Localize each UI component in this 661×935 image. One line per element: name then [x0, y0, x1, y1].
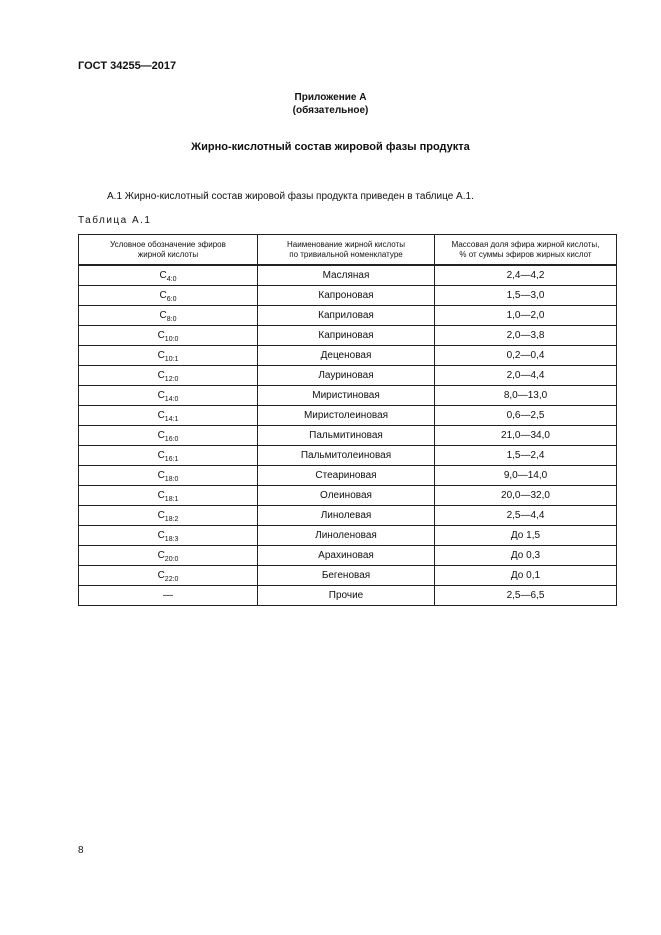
- table-row: [79, 346, 617, 366]
- ester-symbol: C: [157, 490, 165, 501]
- cell-acid-name: Деценовая: [258, 346, 435, 366]
- cell-symbol: [79, 446, 258, 466]
- cell-mass-fraction: 0,2—0,4: [435, 346, 617, 366]
- ester-symbol: C: [157, 470, 165, 481]
- cell-acid-name: Бегеновая: [258, 566, 435, 586]
- cell-acid-name: Пальмитиновая: [258, 426, 435, 446]
- cell-mass-fraction: До 0,1: [435, 566, 617, 586]
- ester-subscript: 14:0: [164, 396, 179, 403]
- page-number: 8: [78, 845, 84, 856]
- table-row: [79, 526, 617, 546]
- cell-symbol: [79, 346, 258, 366]
- appendix-title: Приложение А: [294, 92, 367, 103]
- table-row: [79, 366, 617, 386]
- cell-mass-fraction: 2,5—4,4: [435, 506, 617, 526]
- ester-symbol: C: [157, 390, 165, 401]
- cell-mass-fraction: 1,5—2,4: [435, 446, 617, 466]
- ester-symbol: C: [157, 370, 165, 381]
- header-mass-fraction: Массовая доля эфира жирной кислоты, % от суммы эфиров жирных кислот: [435, 235, 617, 266]
- ester-subscript: 10:1: [164, 356, 179, 363]
- document-code: ГОСТ 34255—2017: [78, 60, 177, 72]
- cell-symbol: [79, 466, 258, 486]
- ester-symbol: C: [157, 450, 165, 461]
- table-row: [79, 566, 617, 586]
- cell-acid-name: Каприновая: [258, 326, 435, 346]
- ester-symbol: C: [157, 410, 165, 421]
- cell-mass-fraction: 0,6—2,5: [435, 406, 617, 426]
- cell-symbol: [79, 526, 258, 546]
- cell-mass-fraction: 2,4—4,2: [435, 265, 617, 286]
- intro-paragraph: А.1 Жирно-кислотный состав жировой фазы продукта приведен в таблице А.1.: [107, 191, 474, 202]
- table-row: [79, 265, 617, 286]
- ester-subscript: 4:0: [166, 276, 177, 283]
- table-row: [79, 426, 617, 446]
- cell-symbol: [79, 286, 258, 306]
- ester-symbol: C: [157, 530, 165, 541]
- ester-symbol: —: [163, 590, 173, 601]
- appendix-heading: [0, 91, 661, 117]
- cell-mass-fraction: До 1,5: [435, 526, 617, 546]
- cell-symbol: [79, 366, 258, 386]
- cell-acid-name: Лауриновая: [258, 366, 435, 386]
- ester-subscript: 6:0: [166, 296, 177, 303]
- header-acid-name: Наименование жирной кислоты по тривиальной номенклатуре: [258, 235, 435, 266]
- ester-symbol: C: [159, 310, 167, 321]
- cell-mass-fraction: 9,0—14,0: [435, 466, 617, 486]
- table-row: [79, 586, 617, 606]
- cell-mass-fraction: До 0,3: [435, 546, 617, 566]
- cell-symbol: [79, 306, 258, 326]
- cell-mass-fraction: 20,0—32,0: [435, 486, 617, 506]
- table-row: [79, 506, 617, 526]
- cell-acid-name: Миристиновая: [258, 386, 435, 406]
- cell-mass-fraction: 1,5—3,0: [435, 286, 617, 306]
- table-caption: Таблица А.1: [78, 215, 152, 226]
- ester-subscript: 22:0: [164, 576, 179, 583]
- cell-acid-name: Олеиновая: [258, 486, 435, 506]
- ester-subscript: 18:0: [164, 476, 179, 483]
- ester-symbol: C: [157, 510, 165, 521]
- cell-symbol: [79, 586, 258, 606]
- cell-symbol: [79, 486, 258, 506]
- table-header-row: [79, 235, 617, 266]
- table-row: [79, 466, 617, 486]
- cell-acid-name: Арахиновая: [258, 546, 435, 566]
- ester-symbol: C: [159, 290, 167, 301]
- cell-symbol: [79, 506, 258, 526]
- cell-acid-name: Прочие: [258, 586, 435, 606]
- table-row: [79, 386, 617, 406]
- cell-acid-name: Масляная: [258, 265, 435, 286]
- section-title: Жирно-кислотный состав жировой фазы продукта: [191, 141, 470, 153]
- cell-mass-fraction: 21,0—34,0: [435, 426, 617, 446]
- ester-symbol: C: [159, 270, 167, 281]
- cell-acid-name: Каприловая: [258, 306, 435, 326]
- table-row: [79, 406, 617, 426]
- ester-symbol: C: [157, 330, 165, 341]
- cell-symbol: [79, 406, 258, 426]
- ester-subscript: 18:3: [164, 536, 179, 543]
- ester-symbol: C: [157, 570, 165, 581]
- header-symbol: Условное обозначение эфиров жирной кислоты: [79, 235, 258, 266]
- cell-symbol: [79, 426, 258, 446]
- ester-subscript: 10:0: [164, 336, 179, 343]
- cell-mass-fraction: 1,0—2,0: [435, 306, 617, 326]
- fatty-acid-table: [78, 234, 617, 606]
- table-row: [79, 286, 617, 306]
- table-row: [79, 446, 617, 466]
- cell-mass-fraction: 2,5—6,5: [435, 586, 617, 606]
- cell-acid-name: Пальмитолеиновая: [258, 446, 435, 466]
- cell-symbol: [79, 546, 258, 566]
- ester-subscript: 20:0: [164, 556, 179, 563]
- ester-subscript: 16:1: [164, 456, 179, 463]
- cell-acid-name: Линоленовая: [258, 526, 435, 546]
- cell-mass-fraction: 2,0—3,8: [435, 326, 617, 346]
- ester-symbol: C: [157, 430, 165, 441]
- ester-subscript: 12:0: [164, 376, 179, 383]
- cell-symbol: [79, 386, 258, 406]
- cell-mass-fraction: 8,0—13,0: [435, 386, 617, 406]
- table-row: [79, 546, 617, 566]
- cell-acid-name: Миристолеиновая: [258, 406, 435, 426]
- ester-subscript: 8:0: [166, 316, 177, 323]
- cell-acid-name: Капроновая: [258, 286, 435, 306]
- table-row: [79, 326, 617, 346]
- ester-symbol: C: [157, 550, 165, 561]
- cell-mass-fraction: 2,0—4,4: [435, 366, 617, 386]
- appendix-status: (обязательное): [292, 105, 369, 116]
- ester-subscript: 18:1: [164, 496, 179, 503]
- ester-subscript: 18:2: [164, 516, 179, 523]
- cell-symbol: [79, 326, 258, 346]
- ester-symbol: C: [157, 350, 165, 361]
- ester-subscript: 14:1: [164, 416, 179, 423]
- cell-symbol: [79, 265, 258, 286]
- table-row: [79, 306, 617, 326]
- table-row: [79, 486, 617, 506]
- cell-acid-name: Линолевая: [258, 506, 435, 526]
- cell-symbol: [79, 566, 258, 586]
- cell-acid-name: Стеариновая: [258, 466, 435, 486]
- ester-subscript: 16:0: [164, 436, 179, 443]
